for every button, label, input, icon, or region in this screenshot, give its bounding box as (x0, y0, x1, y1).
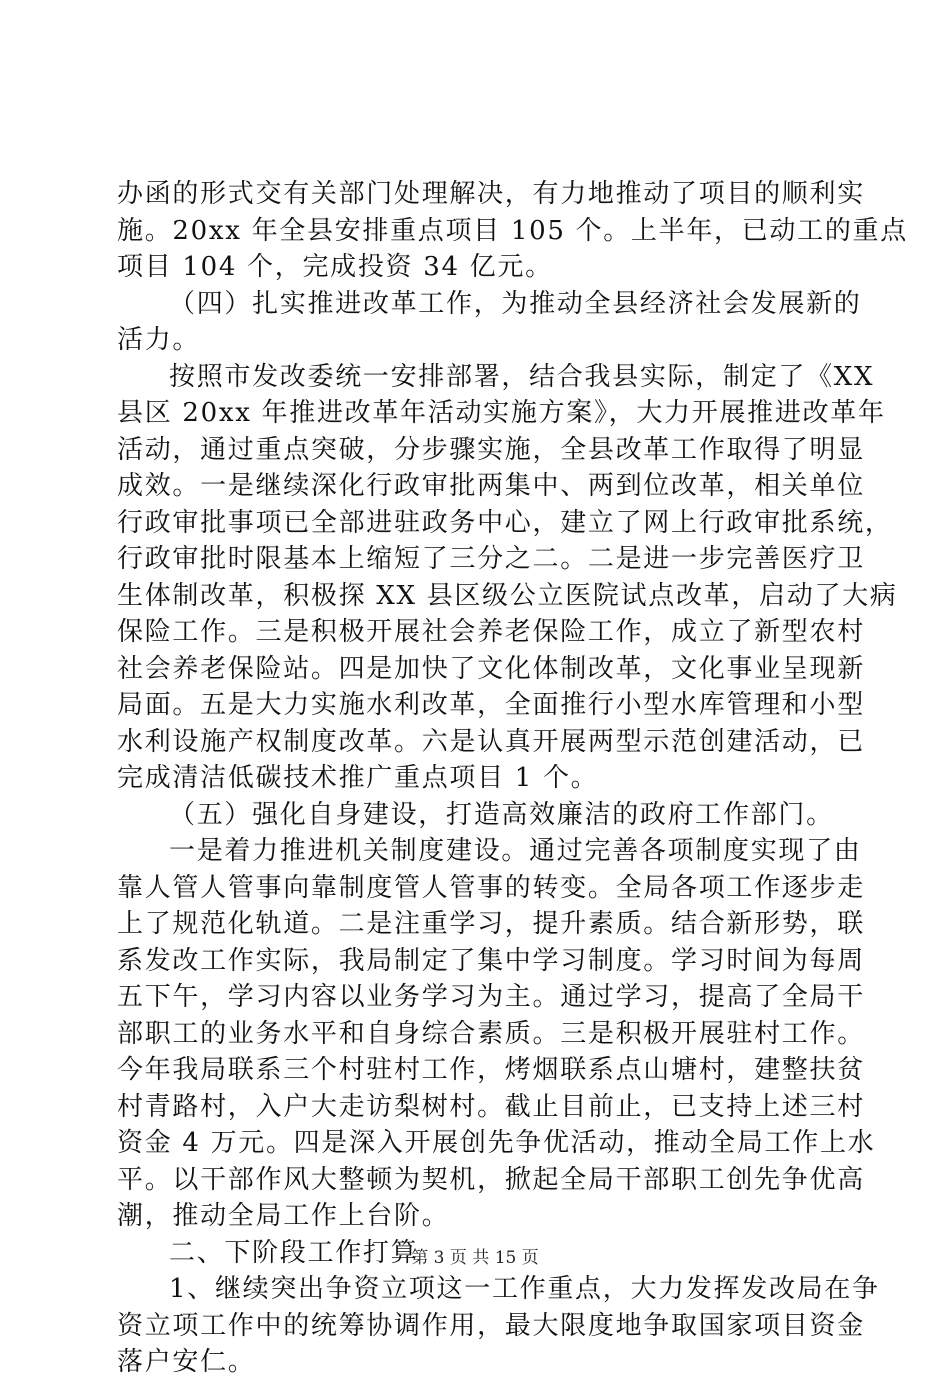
text-line: 县区 20xx 年推进改革年活动实施方案》，大力开展推进改革年 (117, 398, 886, 428)
text-line: 系发改工作实际，我局制定了集中学习制度。学习时间为每周 (117, 945, 865, 976)
text-line: 生体制改革，积极探 XX 县区级公立医院试点改革，启动了大病 (117, 580, 898, 611)
text-line: 水利设施产权制度改革。六是认真开展两型示范创建活动，已 (117, 726, 865, 757)
text-line: 村青路村，入户大走访梨树村。截止目前止，已支持上述三村 (117, 1091, 865, 1122)
text-line: 资立项工作中的统筹协调作用，最大限度地争取国家项目资金 (117, 1310, 865, 1341)
text-line: 二、下阶段工作打算 (169, 1237, 419, 1268)
text-line: 今年我局联系三个村驻村工作，烤烟联系点山塘村，建整扶贫 (117, 1055, 865, 1085)
text-line: 潮，推动全局工作上台阶。 (117, 1201, 450, 1231)
text-line: 平。以干部作风大整顿为契机，掀起全局干部职工创先争优高 (117, 1164, 865, 1195)
text-line: 局面。五是大力实施水利改革，全面推行小型水库管理和小型 (117, 690, 865, 720)
text-line: 一是着力推进机关制度建设。通过完善各项制度实现了由 (169, 836, 862, 866)
text-line: 施。20xx 年全县安排重点项目 105 个。上半年，已动工的重点 (117, 215, 908, 246)
text-line: 社会养老保险站。四是加快了文化体制改革，文化事业呈现新 (117, 653, 865, 684)
text-line: 按照市发改委统一安排部署，结合我县实际，制定了《XX (169, 361, 875, 392)
text-line: 行政审批事项已全部进驻政务中心，建立了网上行政审批系统， (117, 507, 893, 538)
text-line: （四）扎实推进改革工作，为推动全县经济社会发展新的 (169, 288, 862, 319)
text-line: 活动，通过重点突破，分步骤实施，全县改革工作取得了明显 (117, 434, 865, 465)
text-line: 资金 4 万元。四是深入开展创先争优活动，推动全局工作上水 (117, 1128, 876, 1158)
text-line: 上了规范化轨道。二是注重学习，提升素质。结合新形势，联 (117, 909, 865, 939)
text-line: 办函的形式交有关部门处理解决，有力地推动了项目的顺利实 (117, 179, 865, 209)
document-body (117, 176, 908, 1381)
text-line: 项目 104 个，完成投资 34 亿元。 (117, 252, 553, 282)
text-line: 落户安仁。 (117, 1347, 256, 1377)
text-line: 完成清洁低碳技术推广重点项目 1 个。 (117, 763, 599, 793)
text-line: 五下午，学习内容以业务学习为主。通过学习，提高了全局干 (117, 982, 865, 1012)
text-line: 行政审批时限基本上缩短了三分之二。二是进一步完善医疗卫 (117, 544, 865, 574)
text-line: 1、继续突出争资立项这一工作重点，大力发挥发改局在争 (169, 1274, 880, 1304)
text-line: （五）强化自身建设，打造高效廉洁的政府工作部门。 (169, 799, 834, 830)
text-line: 靠人管人管事向靠制度管人管事的转变。全局各项工作逐步走 (117, 872, 865, 903)
text-line: 部职工的业务水平和自身综合素质。三是积极开展驻村工作。 (117, 1018, 865, 1049)
text-line: 成效。一是继续深化行政审批两集中、两到位改革，相关单位 (117, 471, 865, 501)
page-footer: 第 3 页 共 15 页 (411, 1248, 539, 1268)
text-line: 保险工作。三是积极开展社会养老保险工作，成立了新型农村 (117, 617, 865, 647)
text-line: 活力。 (117, 325, 201, 355)
